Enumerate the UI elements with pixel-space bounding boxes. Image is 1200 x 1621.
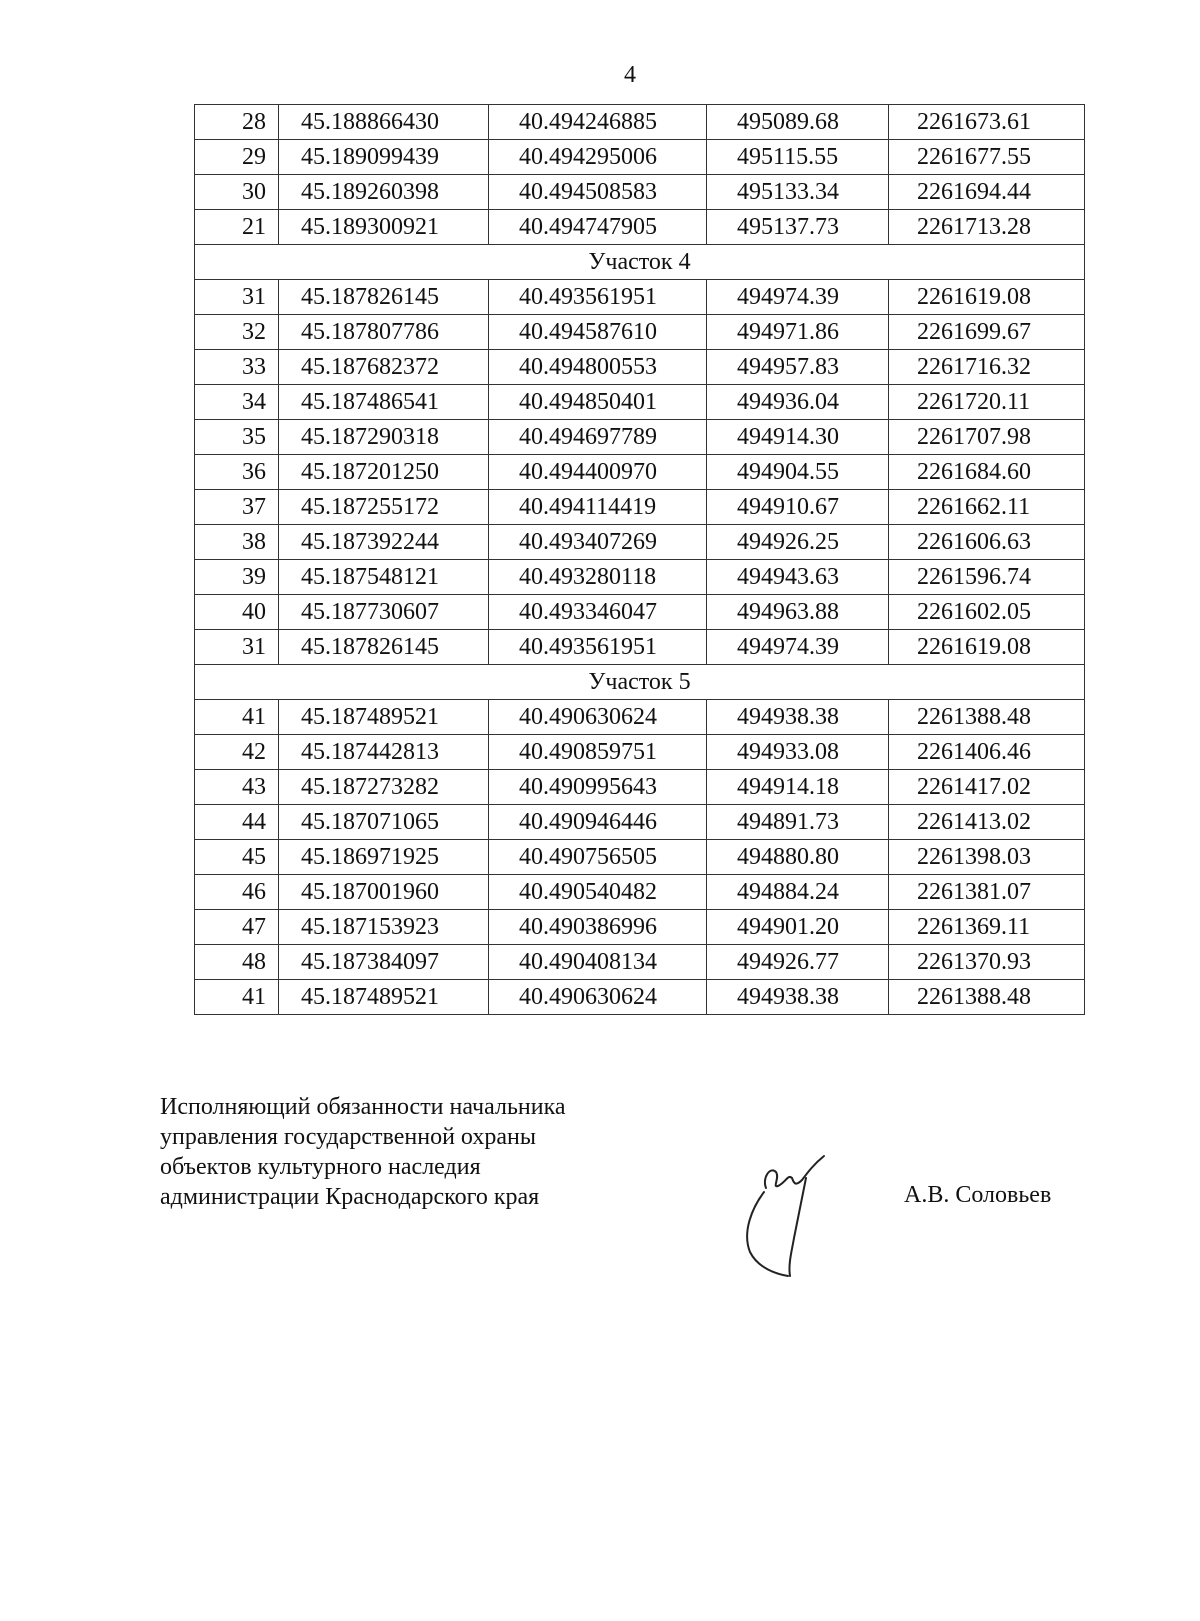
y-coordinate-cell: 2261662.11	[889, 490, 1085, 525]
latitude-cell: 45.187255172	[279, 490, 489, 525]
longitude-cell: 40.490630624	[489, 980, 707, 1015]
y-coordinate-cell: 2261713.28	[889, 210, 1085, 245]
table-row	[195, 175, 1085, 210]
latitude-cell: 45.187489521	[279, 700, 489, 735]
section-label: Участок 5	[195, 665, 1085, 700]
longitude-cell: 40.494114419	[489, 490, 707, 525]
signatory-name: А.В. Соловьев	[904, 1182, 1052, 1208]
table-row	[195, 560, 1085, 595]
table-row	[195, 630, 1085, 665]
longitude-cell: 40.493561951	[489, 630, 707, 665]
point-number-cell: 41	[195, 980, 279, 1015]
point-number-cell: 36	[195, 455, 279, 490]
point-number-cell: 46	[195, 875, 279, 910]
table-row	[195, 105, 1085, 140]
y-coordinate-cell: 2261720.11	[889, 385, 1085, 420]
x-coordinate-cell: 495089.68	[707, 105, 889, 140]
y-coordinate-cell: 2261606.63	[889, 525, 1085, 560]
longitude-cell: 40.490408134	[489, 945, 707, 980]
x-coordinate-cell: 494926.77	[707, 945, 889, 980]
latitude-cell: 45.187290318	[279, 420, 489, 455]
page-number: 4	[624, 62, 636, 88]
point-number-cell: 41	[195, 700, 279, 735]
y-coordinate-cell: 2261406.46	[889, 735, 1085, 770]
table-row	[195, 770, 1085, 805]
x-coordinate-cell: 494971.86	[707, 315, 889, 350]
signatory-position	[160, 1092, 566, 1212]
position-line: Исполняющий обязанности начальника	[160, 1094, 566, 1120]
point-number-cell: 38	[195, 525, 279, 560]
table-row	[195, 420, 1085, 455]
latitude-cell: 45.189260398	[279, 175, 489, 210]
y-coordinate-cell: 2261602.05	[889, 595, 1085, 630]
table-row	[195, 735, 1085, 770]
x-coordinate-cell: 494933.08	[707, 735, 889, 770]
position-line: объектов культурного наследия	[160, 1154, 481, 1180]
longitude-cell: 40.493280118	[489, 560, 707, 595]
y-coordinate-cell: 2261596.74	[889, 560, 1085, 595]
section-header-row	[195, 245, 1085, 280]
x-coordinate-cell: 494957.83	[707, 350, 889, 385]
point-number-cell: 31	[195, 630, 279, 665]
x-coordinate-cell: 495137.73	[707, 210, 889, 245]
handwritten-signature	[736, 1148, 846, 1283]
latitude-cell: 45.187489521	[279, 980, 489, 1015]
y-coordinate-cell: 2261370.93	[889, 945, 1085, 980]
point-number-cell: 45	[195, 840, 279, 875]
y-coordinate-cell: 2261684.60	[889, 455, 1085, 490]
point-number-cell: 32	[195, 315, 279, 350]
latitude-cell: 45.187682372	[279, 350, 489, 385]
longitude-cell: 40.490386996	[489, 910, 707, 945]
table-row	[195, 490, 1085, 525]
latitude-cell: 45.186971925	[279, 840, 489, 875]
longitude-cell: 40.493407269	[489, 525, 707, 560]
y-coordinate-cell: 2261699.67	[889, 315, 1085, 350]
latitude-cell: 45.187548121	[279, 560, 489, 595]
y-coordinate-cell: 2261673.61	[889, 105, 1085, 140]
point-number-cell: 31	[195, 280, 279, 315]
x-coordinate-cell: 495115.55	[707, 140, 889, 175]
latitude-cell: 45.187730607	[279, 595, 489, 630]
longitude-cell: 40.490946446	[489, 805, 707, 840]
x-coordinate-cell: 494910.67	[707, 490, 889, 525]
latitude-cell: 45.187442813	[279, 735, 489, 770]
latitude-cell: 45.187153923	[279, 910, 489, 945]
table-row	[195, 595, 1085, 630]
point-number-cell: 43	[195, 770, 279, 805]
x-coordinate-cell: 494926.25	[707, 525, 889, 560]
latitude-cell: 45.187071065	[279, 805, 489, 840]
table-row	[195, 280, 1085, 315]
latitude-cell: 45.187201250	[279, 455, 489, 490]
table-row	[195, 350, 1085, 385]
latitude-cell: 45.187273282	[279, 770, 489, 805]
table-row	[195, 980, 1085, 1015]
longitude-cell: 40.494508583	[489, 175, 707, 210]
latitude-cell: 45.187392244	[279, 525, 489, 560]
x-coordinate-cell: 494938.38	[707, 980, 889, 1015]
longitude-cell: 40.490540482	[489, 875, 707, 910]
latitude-cell: 45.187384097	[279, 945, 489, 980]
point-number-cell: 37	[195, 490, 279, 525]
longitude-cell: 40.494246885	[489, 105, 707, 140]
y-coordinate-cell: 2261677.55	[889, 140, 1085, 175]
y-coordinate-cell: 2261413.02	[889, 805, 1085, 840]
y-coordinate-cell: 2261398.03	[889, 840, 1085, 875]
y-coordinate-cell: 2261619.08	[889, 630, 1085, 665]
point-number-cell: 35	[195, 420, 279, 455]
y-coordinate-cell: 2261381.07	[889, 875, 1085, 910]
x-coordinate-cell: 494880.80	[707, 840, 889, 875]
x-coordinate-cell: 494901.20	[707, 910, 889, 945]
longitude-cell: 40.494747905	[489, 210, 707, 245]
coordinates-table	[194, 104, 1085, 1015]
longitude-cell: 40.493346047	[489, 595, 707, 630]
section-label: Участок 4	[195, 245, 1085, 280]
coordinates-table-body	[195, 105, 1085, 1015]
y-coordinate-cell: 2261707.98	[889, 420, 1085, 455]
x-coordinate-cell: 494914.30	[707, 420, 889, 455]
table-row	[195, 385, 1085, 420]
x-coordinate-cell: 494963.88	[707, 595, 889, 630]
table-row	[195, 910, 1085, 945]
x-coordinate-cell: 494943.63	[707, 560, 889, 595]
longitude-cell: 40.490756505	[489, 840, 707, 875]
x-coordinate-cell: 494884.24	[707, 875, 889, 910]
x-coordinate-cell: 494974.39	[707, 280, 889, 315]
latitude-cell: 45.187807786	[279, 315, 489, 350]
x-coordinate-cell: 494936.04	[707, 385, 889, 420]
longitude-cell: 40.490630624	[489, 700, 707, 735]
longitude-cell: 40.494400970	[489, 455, 707, 490]
y-coordinate-cell: 2261417.02	[889, 770, 1085, 805]
point-number-cell: 28	[195, 105, 279, 140]
x-coordinate-cell: 494914.18	[707, 770, 889, 805]
table-row	[195, 210, 1085, 245]
latitude-cell: 45.187001960	[279, 875, 489, 910]
latitude-cell: 45.189300921	[279, 210, 489, 245]
longitude-cell: 40.494295006	[489, 140, 707, 175]
latitude-cell: 45.187826145	[279, 630, 489, 665]
table-row	[195, 805, 1085, 840]
x-coordinate-cell: 495133.34	[707, 175, 889, 210]
y-coordinate-cell: 2261619.08	[889, 280, 1085, 315]
longitude-cell: 40.494587610	[489, 315, 707, 350]
latitude-cell: 45.187486541	[279, 385, 489, 420]
point-number-cell: 21	[195, 210, 279, 245]
latitude-cell: 45.188866430	[279, 105, 489, 140]
table-row	[195, 455, 1085, 490]
table-row	[195, 945, 1085, 980]
x-coordinate-cell: 494938.38	[707, 700, 889, 735]
position-line: управления государственной охраны	[160, 1124, 536, 1150]
point-number-cell: 29	[195, 140, 279, 175]
point-number-cell: 30	[195, 175, 279, 210]
table-row	[195, 315, 1085, 350]
point-number-cell: 42	[195, 735, 279, 770]
y-coordinate-cell: 2261369.11	[889, 910, 1085, 945]
table-row	[195, 840, 1085, 875]
table-row	[195, 525, 1085, 560]
point-number-cell: 48	[195, 945, 279, 980]
longitude-cell: 40.490859751	[489, 735, 707, 770]
y-coordinate-cell: 2261694.44	[889, 175, 1085, 210]
longitude-cell: 40.494800553	[489, 350, 707, 385]
latitude-cell: 45.189099439	[279, 140, 489, 175]
point-number-cell: 34	[195, 385, 279, 420]
point-number-cell: 33	[195, 350, 279, 385]
y-coordinate-cell: 2261716.32	[889, 350, 1085, 385]
point-number-cell: 40	[195, 595, 279, 630]
x-coordinate-cell: 494891.73	[707, 805, 889, 840]
point-number-cell: 44	[195, 805, 279, 840]
point-number-cell: 47	[195, 910, 279, 945]
latitude-cell: 45.187826145	[279, 280, 489, 315]
longitude-cell: 40.494850401	[489, 385, 707, 420]
longitude-cell: 40.493561951	[489, 280, 707, 315]
section-header-row	[195, 665, 1085, 700]
longitude-cell: 40.490995643	[489, 770, 707, 805]
point-number-cell: 39	[195, 560, 279, 595]
table-row	[195, 875, 1085, 910]
x-coordinate-cell: 494974.39	[707, 630, 889, 665]
longitude-cell: 40.494697789	[489, 420, 707, 455]
table-row	[195, 700, 1085, 735]
y-coordinate-cell: 2261388.48	[889, 700, 1085, 735]
x-coordinate-cell: 494904.55	[707, 455, 889, 490]
table-row	[195, 140, 1085, 175]
position-line: администрации Краснодарского края	[160, 1184, 540, 1210]
y-coordinate-cell: 2261388.48	[889, 980, 1085, 1015]
